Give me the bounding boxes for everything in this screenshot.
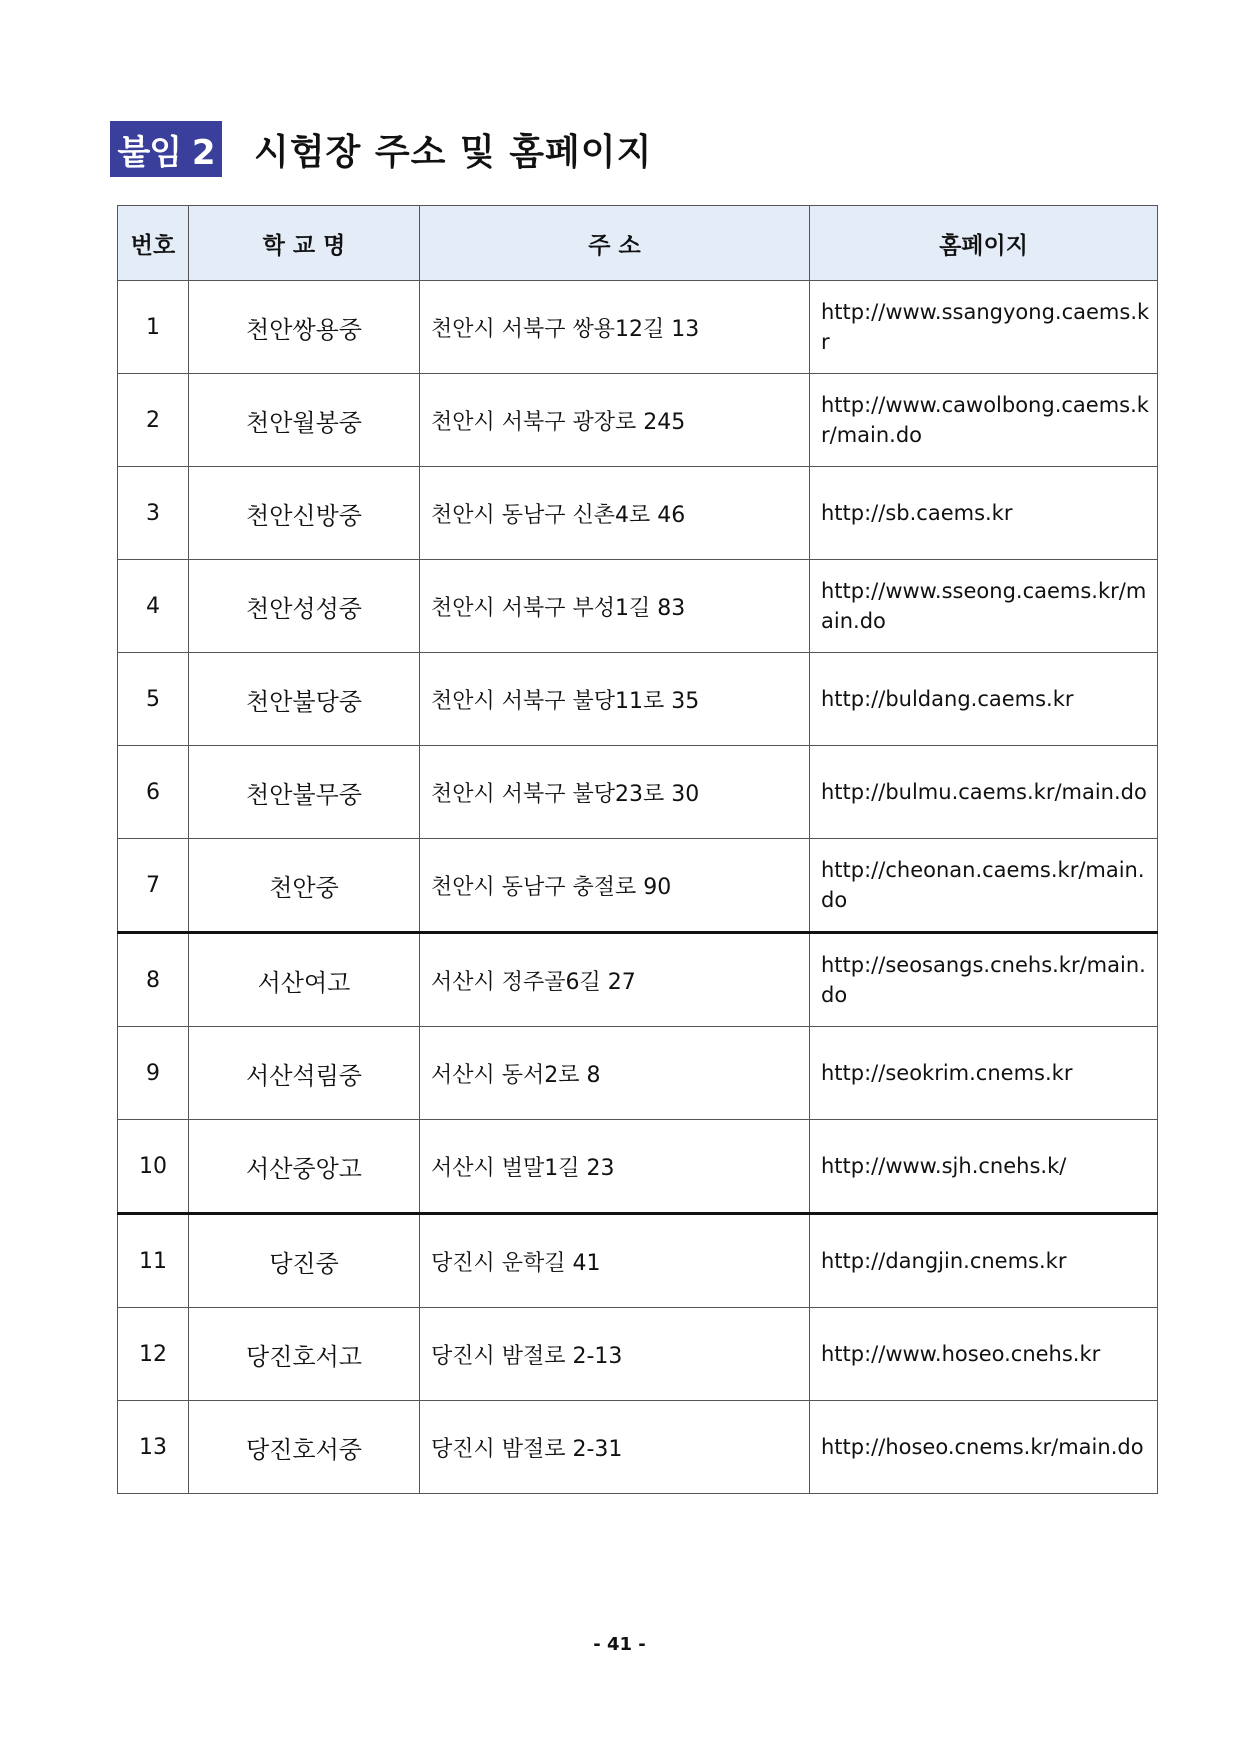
row-number: 9	[118, 1027, 189, 1120]
table-row	[118, 839, 1158, 933]
school-address: 서산시 동서2로 8	[420, 1027, 810, 1120]
row-number: 12	[118, 1308, 189, 1401]
homepage-link[interactable]: http://seokrim.cnems.kr	[810, 1027, 1158, 1120]
school-address: 천안시 서북구 부성1길 83	[420, 560, 810, 653]
school-address: 천안시 서북구 불당11로 35	[420, 653, 810, 746]
table-row	[118, 746, 1158, 839]
row-number: 13	[118, 1401, 189, 1494]
school-name: 서산석림중	[189, 1027, 420, 1120]
school-name: 천안성성중	[189, 560, 420, 653]
school-name: 서산여고	[189, 933, 420, 1027]
school-name: 당진호서고	[189, 1308, 420, 1401]
row-number: 6	[118, 746, 189, 839]
row-number: 2	[118, 374, 189, 467]
school-address: 천안시 동남구 충절로 90	[420, 839, 810, 933]
homepage-link[interactable]: http://www.ssangyong.caems.kr	[810, 281, 1158, 374]
homepage-link[interactable]: http://www.hoseo.cnehs.kr	[810, 1308, 1158, 1401]
table-header-row	[118, 206, 1158, 281]
school-name: 서산중앙고	[189, 1120, 420, 1214]
homepage-link[interactable]: http://buldang.caems.kr	[810, 653, 1158, 746]
homepage-link[interactable]: http://dangjin.cnems.kr	[810, 1214, 1158, 1308]
section-header	[110, 121, 652, 177]
table-row	[118, 281, 1158, 374]
homepage-link[interactable]: http://bulmu.caems.kr/main.do	[810, 746, 1158, 839]
row-number: 10	[118, 1120, 189, 1214]
school-name: 당진호서중	[189, 1401, 420, 1494]
homepage-link[interactable]: http://www.sjh.cnehs.k/	[810, 1120, 1158, 1214]
column-header-school: 학 교 명	[189, 206, 420, 281]
school-name: 천안신방중	[189, 467, 420, 560]
homepage-link[interactable]: http://sb.caems.kr	[810, 467, 1158, 560]
school-address: 천안시 서북구 쌍용12길 13	[420, 281, 810, 374]
school-address: 서산시 벌말1길 23	[420, 1120, 810, 1214]
table-row	[118, 933, 1158, 1027]
school-address: 당진시 밤절로 2-13	[420, 1308, 810, 1401]
table-row	[118, 560, 1158, 653]
table-row	[118, 653, 1158, 746]
row-number: 7	[118, 839, 189, 933]
table-row	[118, 1308, 1158, 1401]
homepage-link[interactable]: http://www.cawolbong.caems.kr/main.do	[810, 374, 1158, 467]
school-address: 당진시 밤절로 2-31	[420, 1401, 810, 1494]
row-number: 1	[118, 281, 189, 374]
school-name: 천안불당중	[189, 653, 420, 746]
school-address: 천안시 서북구 광장로 245	[420, 374, 810, 467]
page-number: - 41 -	[593, 1634, 646, 1655]
column-header-address: 주 소	[420, 206, 810, 281]
school-address: 서산시 정주골6길 27	[420, 933, 810, 1027]
school-name: 천안쌍용중	[189, 281, 420, 374]
homepage-link[interactable]: http://seosangs.cnehs.kr/main.do	[810, 933, 1158, 1027]
table-row	[118, 374, 1158, 467]
homepage-link[interactable]: http://www.sseong.caems.kr/main.do	[810, 560, 1158, 653]
school-address: 당진시 운학길 41	[420, 1214, 810, 1308]
school-address: 천안시 동남구 신촌4로 46	[420, 467, 810, 560]
school-name: 천안중	[189, 839, 420, 933]
homepage-link[interactable]: http://cheonan.caems.kr/main.do	[810, 839, 1158, 933]
school-name: 당진중	[189, 1214, 420, 1308]
column-header-number: 번호	[118, 206, 189, 281]
school-name: 천안월봉중	[189, 374, 420, 467]
row-number: 3	[118, 467, 189, 560]
school-name: 천안불무중	[189, 746, 420, 839]
column-header-homepage: 홈페이지	[810, 206, 1158, 281]
row-number: 8	[118, 933, 189, 1027]
row-number: 4	[118, 560, 189, 653]
table-row	[118, 1401, 1158, 1494]
homepage-link[interactable]: http://hoseo.cnems.kr/main.do	[810, 1401, 1158, 1494]
school-address: 천안시 서북구 불당23로 30	[420, 746, 810, 839]
row-number: 11	[118, 1214, 189, 1308]
table-row	[118, 1027, 1158, 1120]
row-number: 5	[118, 653, 189, 746]
page-title: 시험장 주소 및 홈페이지	[254, 131, 653, 173]
attachment-badge: 붙임 2	[110, 121, 222, 177]
table-row	[118, 467, 1158, 560]
table-row	[118, 1120, 1158, 1214]
table-row	[118, 1214, 1158, 1308]
exam-site-table	[117, 205, 1158, 1494]
